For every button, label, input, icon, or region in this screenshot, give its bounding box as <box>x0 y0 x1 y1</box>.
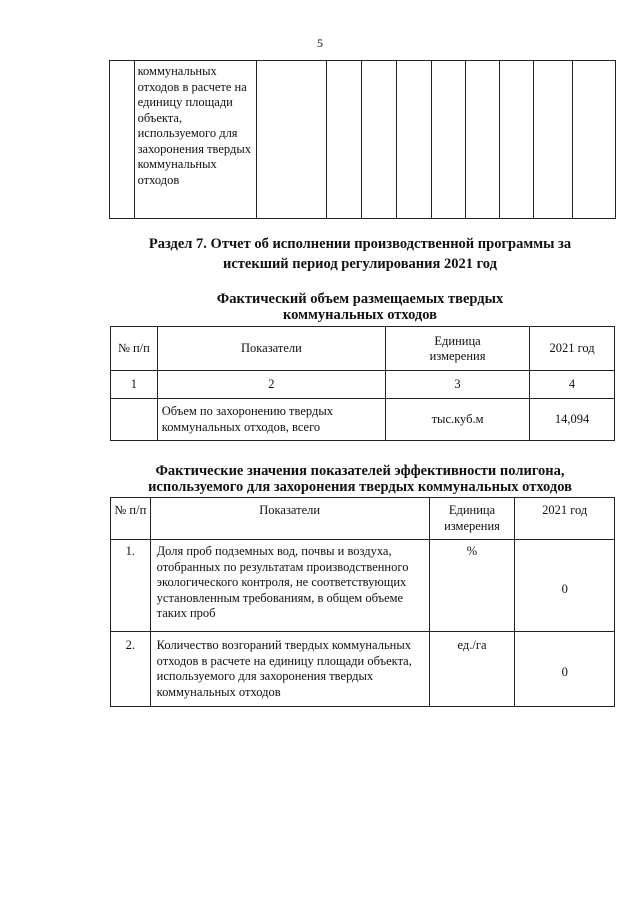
table-header-row <box>111 498 615 540</box>
row-value: 0 <box>515 540 615 632</box>
efficiency-table-title-line2: используемого для захоронения твердых коммунальных отходов <box>148 479 572 495</box>
header-unit: Единица измерения <box>429 498 515 540</box>
continued-table <box>109 60 616 219</box>
section-title-line2: истекший период регулирования 2021 год <box>223 256 497 272</box>
row-num: 1. <box>111 540 151 632</box>
header-num: № п/п <box>111 498 151 540</box>
table-row <box>111 632 615 707</box>
row-num: 2. <box>111 632 151 707</box>
header-indicator: Показатели <box>157 327 385 371</box>
header-num: № п/п <box>111 327 158 371</box>
row-unit: тыс.куб.м <box>386 399 530 441</box>
row-unit: ед./га <box>429 632 515 707</box>
row-indicator: Доля проб подземных вод, почвы и воздуха, отобранных по результатам производственного экологического контроля, не соответствующих установленным требованиям, в общем объеме таких проб <box>150 540 429 632</box>
volume-table <box>110 326 615 441</box>
volume-table-title-line1: Фактический объем размещаемых твердых <box>216 291 504 307</box>
table-row <box>110 61 616 219</box>
efficiency-table <box>110 497 615 707</box>
efficiency-table-title-line1: Фактические значения показателей эффективности полигона, <box>155 463 565 479</box>
section-title-line1: Раздел 7. Отчет об исполнении производственной программы за <box>148 236 572 252</box>
row-value: 14,094 <box>530 399 615 441</box>
row-indicator: Количество возгораний твердых коммунальных отходов в расчете на единицу площади объекта, используемого для захоронения твердых коммунальных отходов <box>150 632 429 707</box>
index-cell: 3 <box>386 371 530 399</box>
header-year: 2021 год <box>515 498 615 540</box>
volume-table-title-line2: коммунальных отходов <box>283 307 437 323</box>
table-header-row <box>111 327 615 371</box>
header-unit: Единица измерения <box>386 327 530 371</box>
row-num <box>111 399 158 441</box>
table-index-row <box>111 371 615 399</box>
page-number: 5 <box>317 36 323 50</box>
index-cell: 4 <box>530 371 615 399</box>
continued-cell-text: коммунальных отходов в расчете на единицу площади объекта, используемого для захоронения твердых коммунальных отходов <box>134 61 256 219</box>
row-value: 0 <box>515 632 615 707</box>
index-cell: 1 <box>111 371 158 399</box>
table-row <box>111 399 615 441</box>
header-year: 2021 год <box>530 327 615 371</box>
table-row <box>111 540 615 632</box>
row-indicator: Объем по захоронению твердых коммунальных отходов, всего <box>157 399 385 441</box>
index-cell: 2 <box>157 371 385 399</box>
header-indicator: Показатели <box>150 498 429 540</box>
row-unit: % <box>429 540 515 632</box>
